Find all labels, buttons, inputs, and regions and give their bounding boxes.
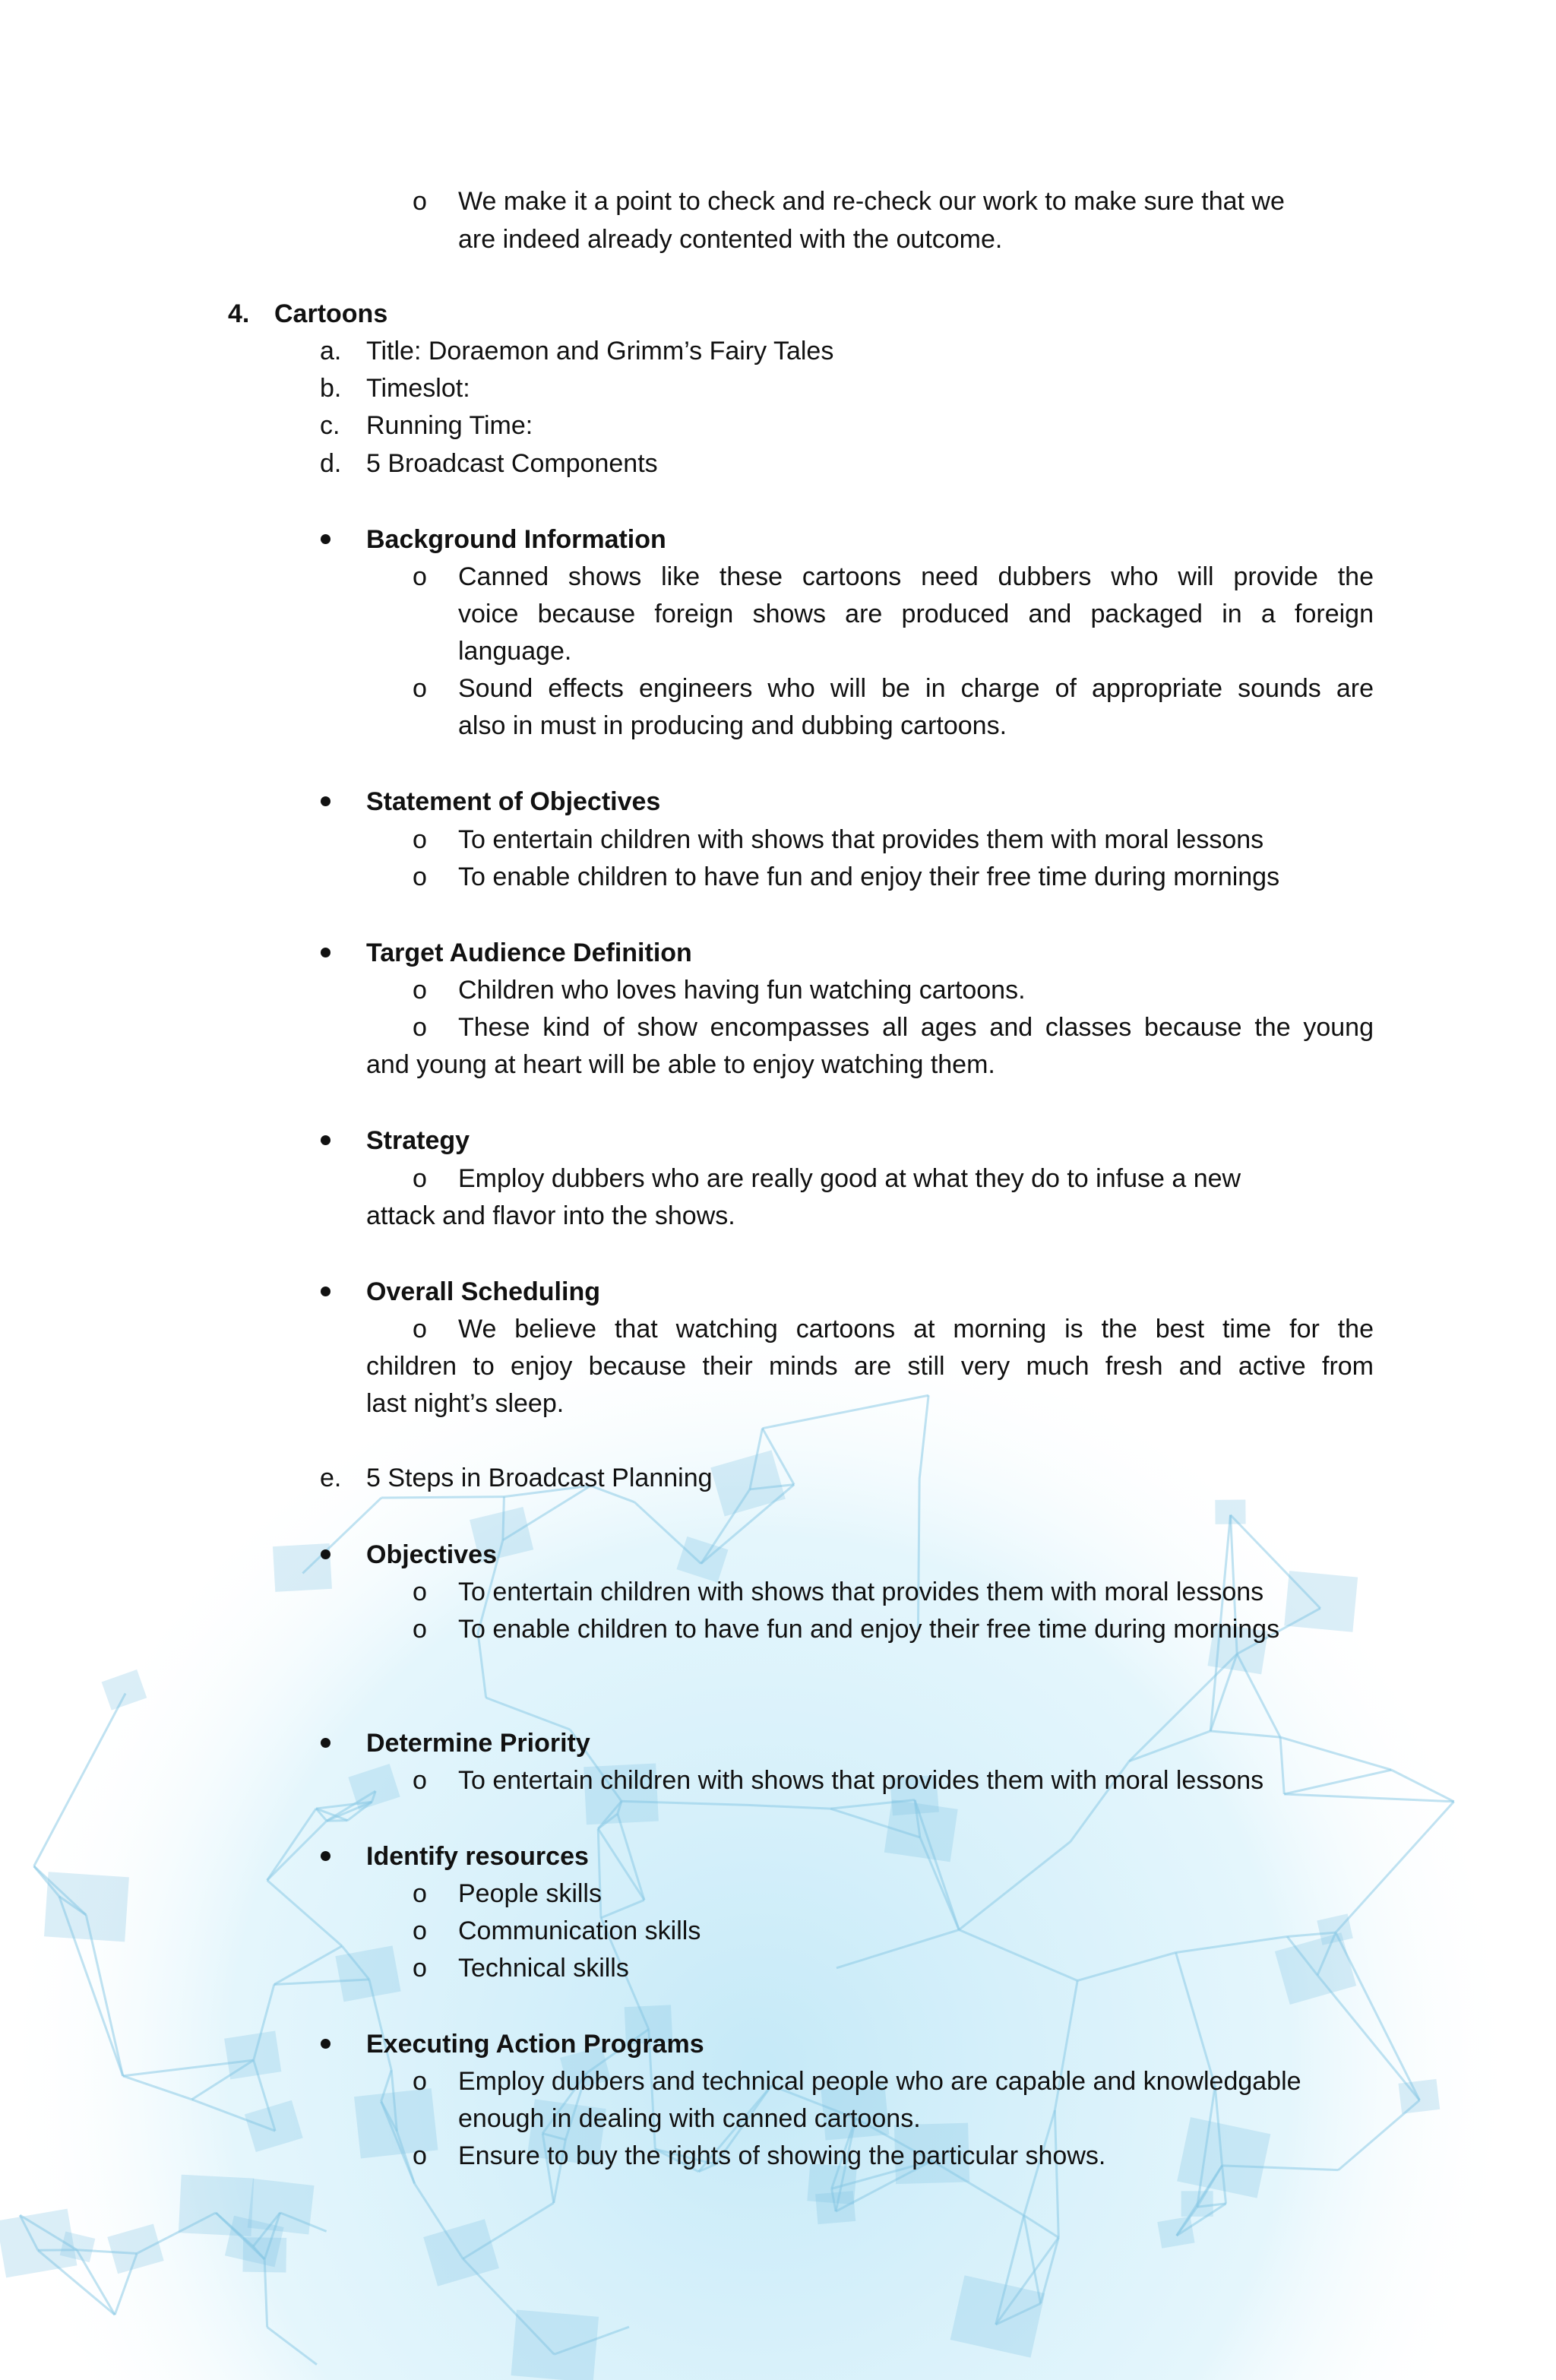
item-marker-b: b.: [320, 374, 342, 403]
scheduling-s1-line-3: last night’s sleep.: [366, 1389, 565, 1418]
audience-s2-line-1: These kind of show encompasses all ages and classes because the young: [458, 1013, 1374, 1042]
item-timeslot: Timeslot:: [366, 374, 470, 403]
audience-s2-line-2: and young at heart will be able to enjoy watching them.: [366, 1050, 995, 1079]
scheduling-s1-line-1: We believe that watching cartoons at morning is the best time for the: [458, 1315, 1374, 1343]
programs-s1-line-1: Employ dubbers and technical people who are capable and knowledgable: [458, 2067, 1301, 2096]
item-marker-e: e.: [320, 1464, 342, 1492]
item-marker-a: a.: [320, 337, 342, 366]
item-running-time: Running Time:: [366, 411, 533, 440]
sub-bullet-marker: o: [413, 862, 427, 891]
programs-s1-line-2: enough in dealing with canned cartoons.: [458, 2104, 921, 2133]
sub-bullet-marker: o: [413, 1879, 427, 1908]
strategy-s1-line-2: attack and flavor into the shows.: [366, 1201, 735, 1230]
sub-bullet-marker: o: [413, 674, 427, 703]
bullet-icon: [321, 1287, 330, 1296]
intro-text-line-1: We make it a point to check and re-check our work to make sure that we: [458, 187, 1285, 216]
bullet-icon: [321, 1851, 330, 1861]
programs-s2: Ensure to buy the rights of showing the particular shows.: [458, 2141, 1106, 2170]
background-s1-line-3: language.: [458, 637, 572, 666]
resources-communication-skills: Communication skills: [458, 1916, 701, 1945]
item-title: Title: Doraemon and Grimm’s Fairy Tales: [366, 337, 834, 366]
audience-s1: Children who loves having fun watching cartoons.: [458, 976, 1026, 1005]
heading-overall-scheduling: Overall Scheduling: [366, 1277, 600, 1306]
heading-target-audience: Target Audience Definition: [366, 938, 692, 967]
sub-bullet-marker: o: [413, 1916, 427, 1945]
bullet-icon: [321, 1135, 330, 1145]
bullet-icon: [321, 1738, 330, 1748]
resources-technical-skills: Technical skills: [458, 1954, 629, 1983]
item-marker-d: d.: [320, 449, 342, 478]
sub-bullet-marker: o: [413, 1954, 427, 1983]
bullet-icon: [321, 948, 330, 957]
item-broadcast-components: 5 Broadcast Components: [366, 449, 658, 478]
heading-strategy: Strategy: [366, 1126, 470, 1155]
sub-bullet-marker: o: [413, 1578, 427, 1606]
heading-determine-priority: Determine Priority: [366, 1729, 590, 1758]
heading-background-information: Background Information: [366, 525, 666, 554]
sub-bullet-marker: o: [413, 2141, 427, 2170]
heading-objectives: Objectives: [366, 1540, 497, 1569]
heading-statement-of-objectives: Statement of Objectives: [366, 787, 661, 816]
section-title: Cartoons: [274, 299, 388, 328]
objectives-s2: To enable children to have fun and enjoy their free time during mornings: [458, 862, 1280, 891]
sub-bullet-marker: o: [413, 562, 427, 591]
bullet-icon: [321, 796, 330, 806]
intro-text-line-2: are indeed already contented with the outcome.: [458, 225, 1003, 254]
scheduling-s1-line-2: children to enjoy because their minds are still very much fresh and active from: [366, 1352, 1374, 1381]
background-s1-line-1: Canned shows like these cartoons need dubbers who will provide the: [458, 562, 1374, 591]
sub-bullet-marker: o: [413, 1164, 427, 1193]
section-number: 4.: [228, 299, 250, 328]
planning-objectives-s1: To entertain children with shows that provides them with moral lessons: [458, 1578, 1264, 1606]
background-s2-line-1: Sound effects engineers who will be in charge of appropriate sounds are: [458, 674, 1374, 703]
priority-s1: To entertain children with shows that provides them with moral lessons: [458, 1766, 1264, 1795]
bullet-icon: [321, 2039, 330, 2049]
sub-bullet-marker: o: [413, 976, 427, 1005]
sub-bullet-marker: o: [413, 1766, 427, 1795]
background-s2-line-2: also in must in producing and dubbing cartoons.: [458, 711, 1007, 740]
sub-bullet-marker: o: [413, 825, 427, 854]
heading-executing-action-programs: Executing Action Programs: [366, 2030, 704, 2059]
background-s1-line-2: voice because foreign shows are produced and packaged in a foreign: [458, 600, 1374, 628]
item-broadcast-planning: 5 Steps in Broadcast Planning: [366, 1464, 713, 1492]
planning-objectives-s2: To enable children to have fun and enjoy their free time during mornings: [458, 1615, 1280, 1644]
objectives-s1: To entertain children with shows that provides them with moral lessons: [458, 825, 1264, 854]
sub-bullet-marker: o: [413, 1013, 427, 1042]
resources-people-skills: People skills: [458, 1879, 602, 1908]
bullet-icon: [321, 534, 330, 544]
sub-bullet-marker: o: [413, 187, 427, 216]
sub-bullet-marker: o: [413, 1615, 427, 1644]
item-marker-c: c.: [320, 411, 340, 440]
sub-bullet-marker: o: [413, 2067, 427, 2096]
heading-identify-resources: Identify resources: [366, 1842, 589, 1871]
strategy-s1-line-1: Employ dubbers who are really good at what they do to infuse a new: [458, 1164, 1241, 1193]
bullet-icon: [321, 1549, 330, 1559]
sub-bullet-marker: o: [413, 1315, 427, 1343]
